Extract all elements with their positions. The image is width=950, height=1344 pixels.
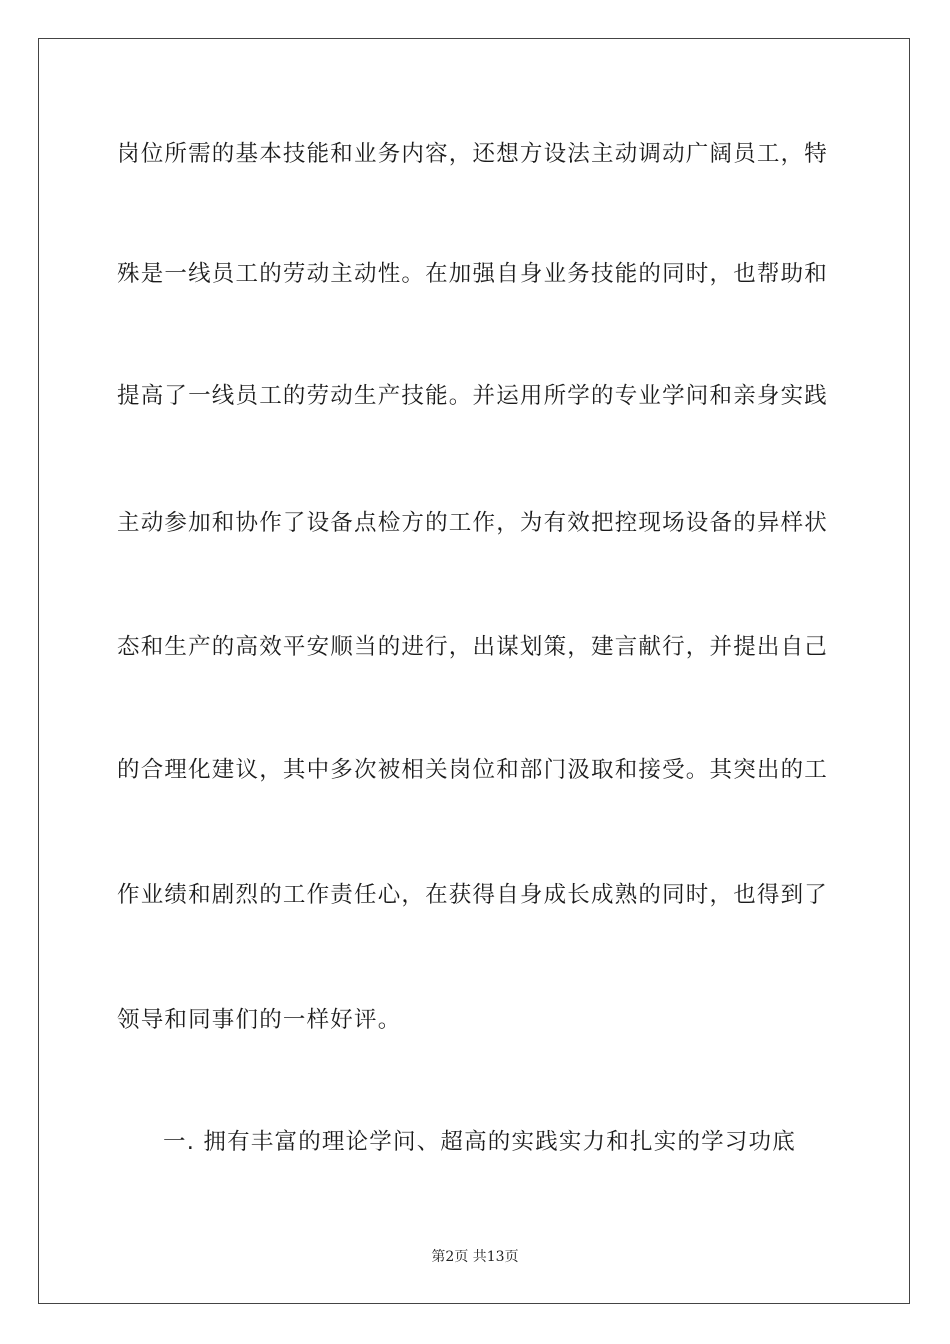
body-line-1: 岗位所需的基本技能和业务内容，还想方设法主动调动广阔员工，特	[117, 141, 829, 167]
page-border	[38, 38, 910, 1304]
body-line-7: 作业绩和剧烈的工作责任心，在获得自身成长成熟的同时，也得到了	[117, 882, 829, 908]
body-line-4: 主动参加和协作了设备点检方的工作，为有效把控现场设备的异样状	[117, 510, 829, 536]
section-heading: 一. 拥有丰富的理论学问、超高的实践实力和扎实的学习功底	[163, 1129, 796, 1155]
body-line-3: 提高了一线员工的劳动生产技能。并运用所学的专业学问和亲身实践	[117, 383, 829, 409]
body-line-5: 态和生产的高效平安顺当的进行，出谋划策，建言献行，并提出自己	[117, 634, 829, 660]
body-line-2: 殊是一线员工的劳动主动性。在加强自身业务技能的同时，也帮助和	[117, 261, 829, 287]
body-line-6: 的合理化建议，其中多次被相关岗位和部门汲取和接受。其突出的工	[117, 757, 829, 783]
page-number-footer: 第2页 共13页	[431, 1249, 519, 1265]
body-line-8: 领导和同事们的一样好评。	[117, 1007, 402, 1033]
